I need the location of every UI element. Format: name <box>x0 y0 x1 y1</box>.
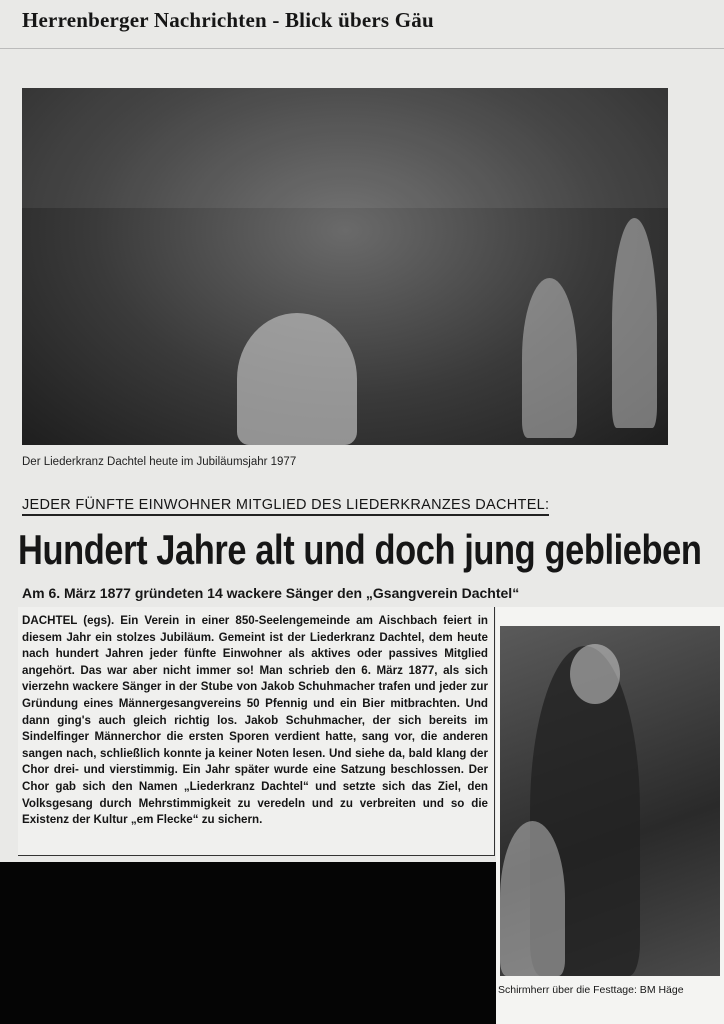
newspaper-masthead: Herrenberger Nachrichten - Blick übers Gäu <box>22 8 434 32</box>
conductor-figure <box>237 313 357 445</box>
article-headline: Hundert Jahre alt und doch jung geblieben <box>18 526 702 573</box>
mayor-photo <box>500 626 720 976</box>
masthead-divider <box>0 48 724 49</box>
speaker-head <box>570 644 620 704</box>
child-figure <box>500 821 565 976</box>
article-subhead: Am 6. März 1877 gründeten 14 wackere Sänger den „Gsangverein Dachtel“ <box>22 585 520 601</box>
side-photo-caption: Schirmherr über die Festtage: BM Häge <box>498 984 684 996</box>
article-body: DACHTEL (egs). Ein Verein in einer 850-Seelengemeinde am Aischbach feiert in diesem Jahr ein stolzes Jubiläum. Gemeint ist der Liederkranz Dachtel, dem heute nach hundert Jahren jeder fünfte Einwohner als aktives oder passives Mitglied angehört. Das war aber nicht immer so! Man schrieb den 6. März 1877, als sich vierzehn wackere Sänger in der Stube von Jakob Schuhmacher trafen und jeder zur Gründung eines Männergesangvereins 50 Pfennig und ein Bier mitbrachten. Und dann ging's auch gleich richtig los. Jakob Schuhmacher, der sich bereits im Sindelfinger Männerchor die ersten Sporen verdient hatte, sang vor, die anderen sangen nach, schließlich konnte ja keiner Noten lesen. Und siehe da, bald klang der Chor drei- und vierstimmig. Ein Jahr später wurde eine Satzung beschlossen. Der Chor gab sich den Namen „Liederkranz Dachtel“ und setzte sich das Ziel, den Volksgesang durch Mehrstimmigkeit zu veredeln und zu verbreiten und so die Existenz der Kultur „em Flecke“ zu sichern. <box>22 614 488 827</box>
scan-background <box>0 862 496 1024</box>
choir-photo <box>22 88 668 445</box>
article-body-box <box>18 607 495 856</box>
singer-figure <box>612 218 657 428</box>
main-photo-caption: Der Liederkranz Dachtel heute im Jubiläumsjahr 1977 <box>22 456 297 468</box>
singer-figure <box>522 278 577 438</box>
article-kicker: JEDER FÜNFTE EINWOHNER MITGLIED DES LIEDERKRANZES DACHTEL: <box>22 497 549 516</box>
